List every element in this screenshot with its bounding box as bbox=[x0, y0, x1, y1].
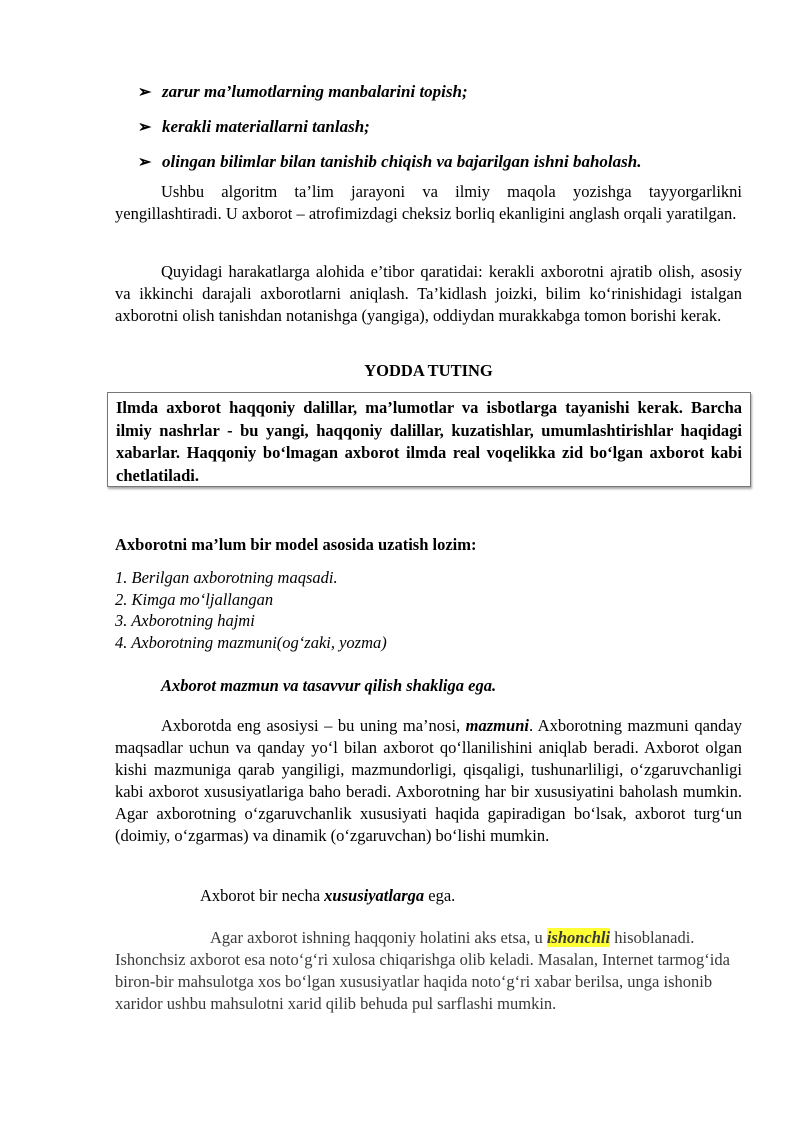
list-item: 2. Kimga mo‘ljallangan bbox=[115, 589, 274, 609]
bullet-list bbox=[138, 74, 758, 179]
text-run: Axborot bir necha bbox=[200, 886, 325, 905]
model-heading: Axborotni ma’lum bir model asosida uzatish lozim: bbox=[115, 535, 477, 554]
bullet-text: zarur ma’lumotlarning manbalarini topish; bbox=[162, 81, 468, 101]
arrow-bullet-icon: ➢ bbox=[138, 118, 152, 136]
text-run: hisoblanadi. Ishonchsiz axborot esa noto‘g‘ri xulosa chiqarishga olib keladi. Masalan, Internet tarmog‘ida biron-bir mahsulotga xos bo‘lgan xususiyatlar haqida noto‘g‘ri xabar berilsa, unga ishonib xaridor ushbu mahsulotni xarid qilib behuda pul sarflashi mumkin. bbox=[115, 928, 730, 1013]
text-run: Axborotda eng asosiysi – bu uning ma’nosi, bbox=[161, 716, 466, 735]
bullet-item bbox=[138, 144, 758, 179]
bullet-item bbox=[138, 109, 758, 144]
text-run: . Axborotning mazmuni qanday maqsadlar uchun va qanday yo‘l bilan axborot qo‘llanilishini aniqlab beradi. Axborot olgan kishi mazmuniga qarab yangiligi, mazmundorligi, qisqaligi, tushunarliligi, o‘zgaruvchanligi kabi axborot xususiyatlariga baho beradi. Axborotning har bir xususiyatini baholash mumkin. Agar axborotning o‘zgaruvchanlik xususiyati haqida gapiradigan bo‘lsak, axborot turg‘un (doimiy, o‘zgarmas) va dinamik (o‘zgaruvchan) bo‘lishi mumkin. bbox=[115, 716, 743, 845]
bullet-item bbox=[138, 74, 758, 109]
list-item: 1. Berilgan axborotning maqsadi. bbox=[115, 568, 338, 587]
content-heading: Axborot mazmun va tasavvur qilish shakliga ega. bbox=[161, 676, 497, 695]
remember-box: Ilmda axborot haqqoniy dalillar, ma’lumotlar va isbotlarga tayanishi kerak. Barcha ilmiy nashrlar - bu yangi, haqqoniy dalillar, kuzatishlar, umumlashtirishlar haqidagi xabarlar. Haqqoniy bo‘lmagan axborot ilmda real voqelikka zid bo‘lgan axborot kabi chetlatiladi. bbox=[107, 392, 751, 487]
arrow-bullet-icon: ➢ bbox=[138, 83, 152, 101]
bullet-text: kerakli materiallarni tanlash; bbox=[162, 116, 370, 136]
properties-line bbox=[200, 886, 455, 906]
paragraph-reliability bbox=[115, 927, 735, 1015]
text-run: ega. bbox=[424, 886, 456, 905]
paragraph-content bbox=[115, 715, 742, 847]
emphasis-text: mazmuni bbox=[465, 716, 529, 735]
arrow-bullet-icon: ➢ bbox=[138, 153, 152, 171]
highlighted-text: ishonchli bbox=[546, 928, 611, 947]
list-item: 3. Axborotning hajmi bbox=[115, 611, 255, 630]
list-item: 4. Axborotning mazmuni(og‘zaki, yozma) bbox=[115, 632, 387, 652]
paragraph-algorithm: Ushbu algoritm ta’lim jarayoni va ilmiy maqola yozishga tayyorgarlikni yengillashtiradi. U axborot – atrofimizdagi cheksiz borliq ekanligini anglash orqali yaratilgan. bbox=[115, 182, 742, 223]
model-list bbox=[115, 567, 387, 653]
bullet-text: olingan bilimlar bilan tanishib chiqish va bajarilgan ishni baholash. bbox=[162, 151, 642, 171]
paragraph-actions: Quyidagi harakatlarga alohida e’tibor qaratidai: kerakli axborotni ajratib olish, asosiy va ikkinchi darajali axborotlarni aniqlash. Ta’kidlash joizki, bilim ko‘rinishidagi istalgan axborotni olish tanishdan notanishga (yangiga), oddiydan murakkabga tomon borishi kerak. bbox=[115, 262, 742, 325]
remember-heading: YODDA TUTING bbox=[364, 361, 493, 380]
emphasis-text: xususiyatlarga bbox=[324, 886, 425, 905]
text-run: Agar axborot ishning haqqoniy holatini aks etsa, u bbox=[210, 928, 547, 947]
